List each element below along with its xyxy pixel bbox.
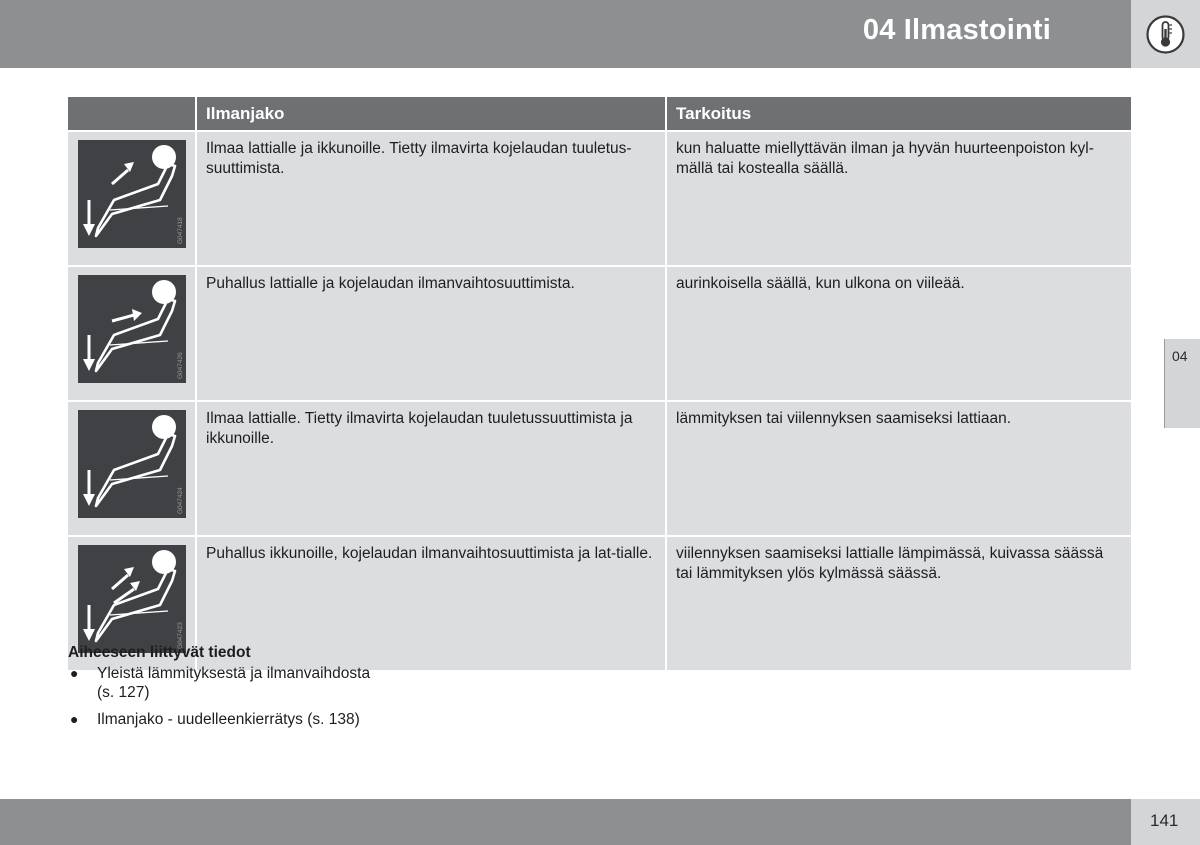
purpose-cell: kun haluatte miellyttävän ilman ja hyvän huurteenpoiston kyl-mällä tai kostealla säällä. bbox=[665, 130, 1131, 265]
chapter-side-tab[interactable] bbox=[1164, 339, 1200, 428]
thermometer-icon bbox=[1146, 15, 1185, 54]
related-link-text: Ilmanjako - uudelleenkierrätys (s. 138) bbox=[97, 711, 360, 728]
purpose-cell: aurinkoisella säällä, kun ulkona on viileää. bbox=[665, 265, 1131, 400]
page-title: 04 Ilmastointi bbox=[862, 14, 1051, 46]
table-row bbox=[68, 265, 1131, 400]
distribution-cell: Ilmaa lattialle ja ikkunoille. Tietty ilmavirta kojelaudan tuuletus-suuttimista. bbox=[195, 130, 665, 265]
image-code-label: G047423 bbox=[177, 622, 184, 649]
airflow-illustration-cell bbox=[68, 130, 195, 265]
related-info bbox=[68, 644, 428, 737]
airflow-illustration-cell bbox=[68, 265, 195, 400]
bullet-icon: ● bbox=[70, 665, 79, 681]
image-code-label: G047418 bbox=[177, 217, 184, 244]
airflow-illustration bbox=[78, 545, 186, 653]
chapter-icon-box bbox=[1131, 0, 1200, 68]
image-code-label-wrap bbox=[78, 140, 186, 248]
distribution-cell: Ilmaa lattialle. Tietty ilmavirta kojelaudan tuuletussuuttimista ja ikkunoille. bbox=[195, 400, 665, 535]
header-bar bbox=[0, 0, 1131, 68]
image-code-label-wrap bbox=[78, 410, 186, 518]
table-header-distribution: Ilmanjako bbox=[195, 97, 665, 130]
airflow-illustration bbox=[78, 275, 186, 383]
related-list bbox=[68, 664, 428, 729]
footer-bar bbox=[0, 799, 1131, 845]
bullet-icon: ● bbox=[70, 711, 79, 727]
table-row bbox=[68, 400, 1131, 535]
distribution-cell: Puhallus ikkunoille, kojelaudan ilmanvaihtosuuttimista ja lat-tialle. bbox=[195, 535, 665, 670]
image-code-label-wrap bbox=[78, 275, 186, 383]
table-header-purpose: Tarkoitus bbox=[665, 97, 1131, 130]
distribution-cell: Puhallus lattialle ja kojelaudan ilmanvaihtosuuttimista. bbox=[195, 265, 665, 400]
related-link-page: (s. 127) bbox=[97, 684, 150, 701]
air-distribution-table bbox=[68, 97, 1131, 670]
image-code-label: G047424 bbox=[177, 487, 184, 514]
table-header-row bbox=[68, 97, 1131, 130]
airflow-illustration bbox=[78, 410, 186, 518]
table-row bbox=[68, 130, 1131, 265]
table-header-image bbox=[68, 97, 195, 130]
airflow-illustration-cell bbox=[68, 400, 195, 535]
related-link-general[interactable] bbox=[68, 664, 428, 702]
image-code-label: G047426 bbox=[177, 352, 184, 379]
image-code-label-wrap bbox=[78, 545, 186, 653]
purpose-cell: viilennyksen saamiseksi lattialle lämpimässä, kuivassa säässä tai lämmityksen ylös kylmässä säässä. bbox=[665, 535, 1131, 670]
related-link-recirculation[interactable] bbox=[68, 710, 428, 729]
airflow-illustration bbox=[78, 140, 186, 248]
purpose-cell: lämmityksen tai viilennyksen saamiseksi lattiaan. bbox=[665, 400, 1131, 535]
page-number-box bbox=[1131, 799, 1200, 845]
related-link-text: Yleistä lämmityksestä ja ilmanvaihdosta bbox=[97, 665, 371, 682]
page-number: 141 bbox=[1150, 811, 1179, 830]
related-heading: Aiheeseen liittyvät tiedot bbox=[68, 644, 251, 661]
side-tab-label: 04 bbox=[1172, 348, 1188, 364]
